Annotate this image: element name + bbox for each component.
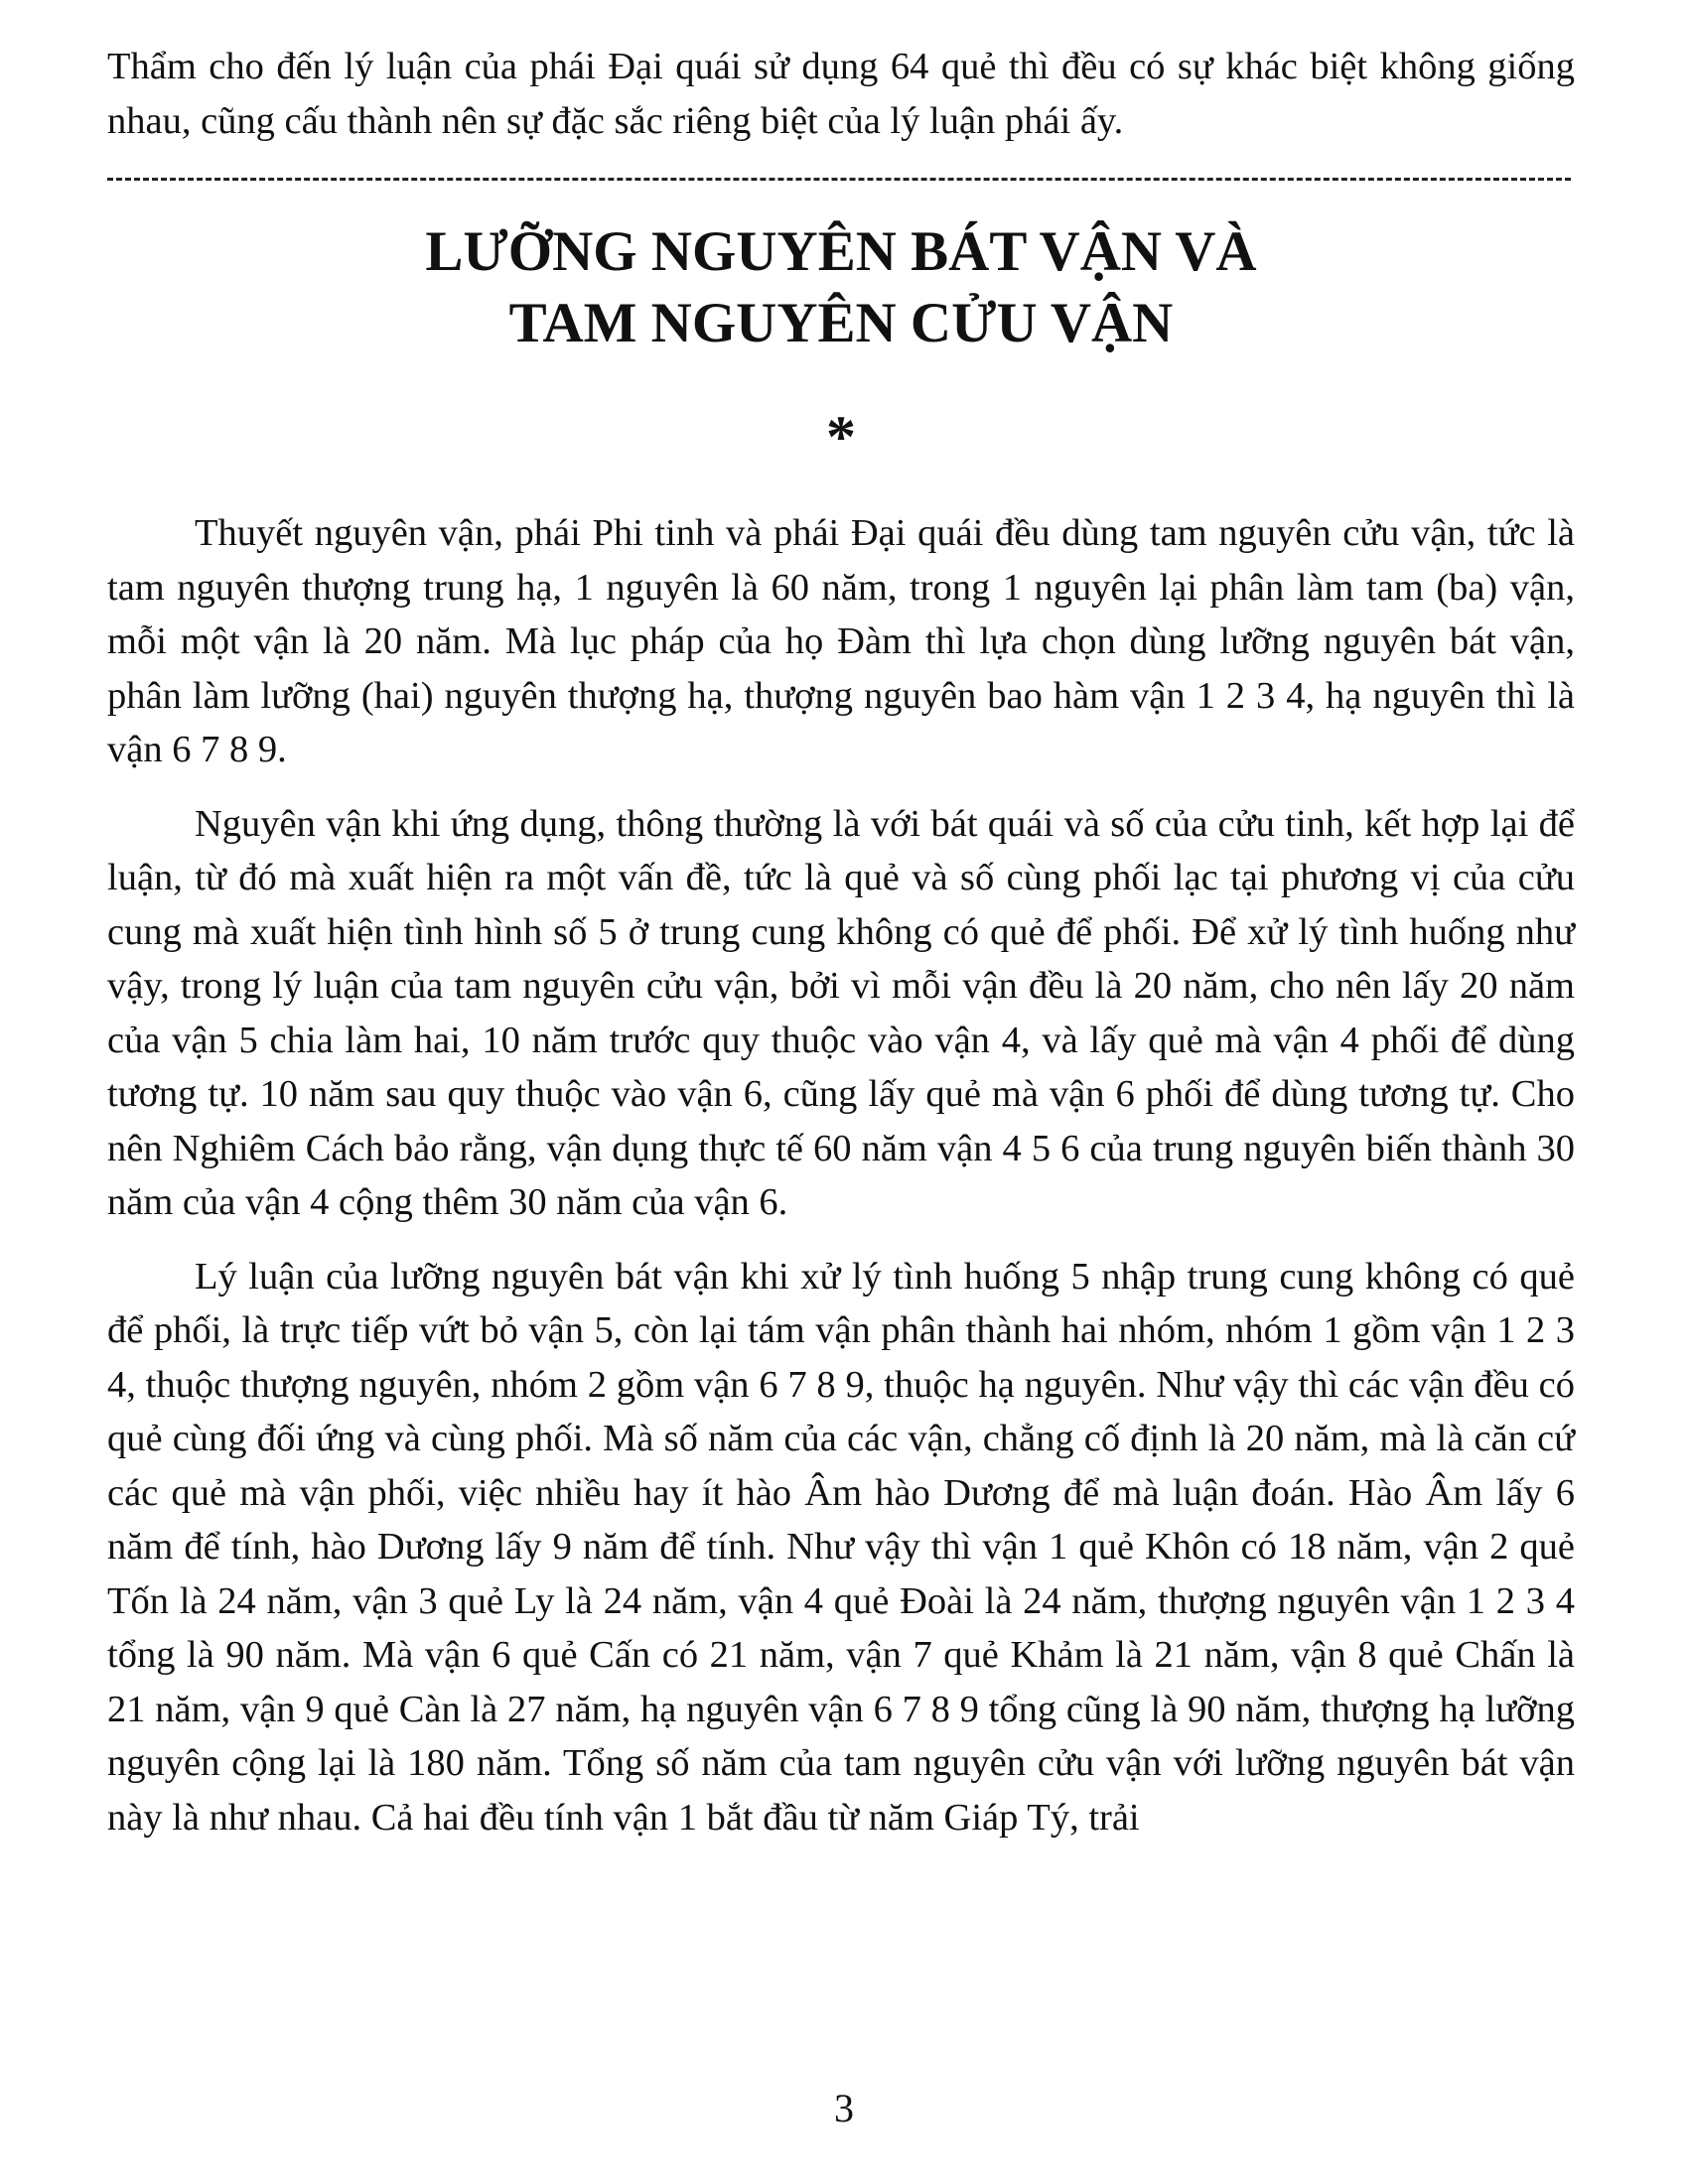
body-paragraph-1: Thuyết nguyên vận, phái Phi tinh và phái Đại quái đều dùng tam nguyên cửu vận, tức là tam nguyên thượng trung hạ, 1 nguyên là 60 năm, trong 1 nguyên lại phân làm tam (ba) vận, mỗi một vận là 20 năm. Mà lục pháp của họ Đàm thì lựa chọn dùng lưỡng nguyên bát vận, phân làm lưỡng (hai) nguyên thượng hạ, thượng nguyên bao hàm vận 1 2 3 4, hạ nguyên thì là vận 6 7 8 9.: [107, 512, 1575, 770]
document-page: [107, 40, 1575, 1864]
body-paragraph-3: Lý luận của lưỡng nguyên bát vận khi xử lý tình huống 5 nhập trung cung không có quẻ để phối, là trực tiếp vứt bỏ vận 5, còn lại tám vận phân thành hai nhóm, nhóm 1 gồm vận 1 2 3 4, thuộc thượng nguyên, nhóm 2 gồm vận 6 7 8 9, thuộc hạ nguyên. Như vậy thì các vận đều có quẻ cùng đối ứng và cùng phối. Mà số năm của các vận, chẳng cố định là 20 năm, mà là căn cứ các quẻ mà vận phối, việc nhiều hay ít hào Âm hào Dương để mà luận đoán. Hào Âm lấy 6 năm để tính, hào Dương lấy 9 năm để tính. Như vậy thì vận 1 quẻ Khôn có 18 năm, vận 2 quẻ Tốn là 24 năm, vận 3 quẻ Ly là 24 năm, vận 4 quẻ Đoài là 24 năm, thượng nguyên vận 1 2 3 4 tổng là 90 năm. Mà vận 6 quẻ Cấn có 21 năm, vận 7 quẻ Khảm là 21 năm, vận 8 quẻ Chấn là 21 năm, vận 9 quẻ Càn là 27 năm, hạ nguyên vận 6 7 8 9 tổng cũng là 90 năm, thượng hạ lưỡng nguyên cộng lại là 180 năm. Tổng số năm của tam nguyên cửu vận với lưỡng nguyên bát vận này là như nhau. Cả hai đều tính vận 1 bắt đầu từ năm Giáp Tý, trải: [107, 1255, 1575, 1839]
intro-paragraph: Thẩm cho đến lý luận của phái Đại quái sử dụng 64 quẻ thì đều có sự khác biệt không giống nhau, cũng cấu thành nên sự đặc sắc riêng biệt của lý luận phái ấy.: [107, 46, 1575, 142]
section-divider: [107, 178, 1571, 181]
section-ornament: *: [826, 404, 856, 470]
page-number: 3: [834, 2086, 854, 2130]
section-title-line-1: LƯỠNG NGUYÊN BÁT VẬN VÀ: [425, 220, 1257, 283]
section-title: [107, 216, 1575, 359]
body-paragraph-2: Nguyên vận khi ứng dụng, thông thường là với bát quái và số của cửu tinh, kết hợp lại để luận, từ đó mà xuất hiện ra một vấn đề, tức là quẻ và số cùng phối lạc tại phương vị của cửu cung mà xuất hiện tình hình số 5 ở trung cung không có quẻ để phối. Để xử lý tình huống như vậy, trong lý luận của tam nguyên cửu vận, bởi vì mỗi vận đều là 20 năm, cho nên lấy 20 năm của vận 5 chia làm hai, 10 năm trước quy thuộc vào vận 4, và lấy quẻ mà vận 4 phối để dùng tương tự. 10 năm sau quy thuộc vào vận 6, cũng lấy quẻ mà vận 6 phối để dùng tương tự. Cho nên Nghiêm Cách bảo rằng, vận dụng thực tế 60 năm vận 4 5 6 của trung nguyên biến thành 30 năm của vận 4 cộng thêm 30 năm của vận 6.: [107, 802, 1575, 1223]
section-title-line-2: TAM NGUYÊN CỬU VẬN: [508, 292, 1174, 354]
